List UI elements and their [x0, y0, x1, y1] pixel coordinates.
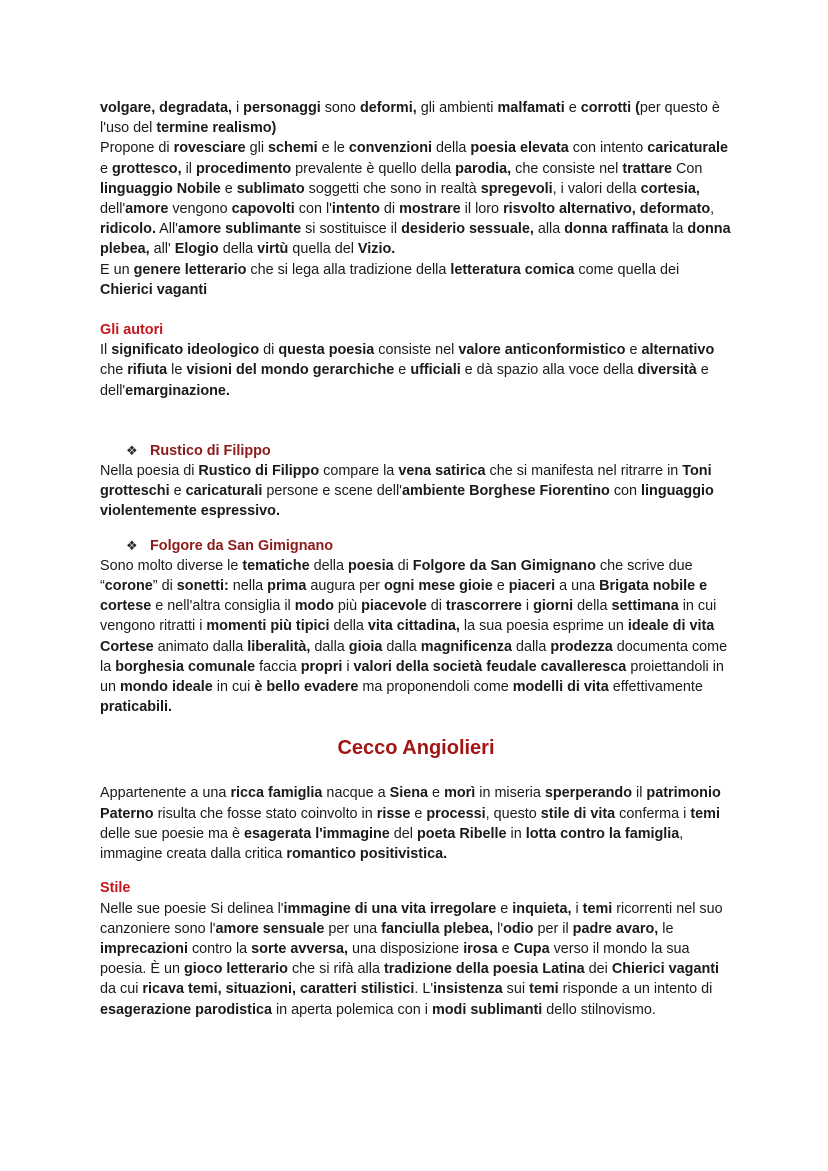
- emphasis-text: trattare: [622, 160, 672, 177]
- emphasis-text: Brigata nobile e cortese: [100, 578, 708, 615]
- emphasis-text: modi sublimanti: [431, 1001, 543, 1018]
- emphasis-text: lotta contro la famiglia: [525, 825, 680, 842]
- emphasis-text: piaceri: [508, 578, 556, 595]
- emphasis-text: ambiente Borghese Fiorentino: [401, 483, 610, 500]
- emphasis-text: risvolto alternativo, deformato: [503, 201, 711, 218]
- emphasis-text: rifiuta: [127, 362, 168, 379]
- emphasis-text: Siena: [389, 785, 429, 802]
- emphasis-text: modo: [294, 598, 334, 615]
- emphasis-text: significato ideologico: [111, 342, 260, 359]
- emphasis-text: valori della società feudale cavalleresca: [353, 658, 627, 675]
- emphasis-text: linguaggio Nobile: [100, 180, 221, 197]
- bullet-heading-folgore: [126, 536, 732, 556]
- emphasis-text: temi: [690, 805, 720, 822]
- emphasis-text: padre avaro,: [572, 920, 659, 937]
- emphasis-text: letteratura comica: [450, 261, 575, 278]
- emphasis-text: settimana: [611, 598, 679, 615]
- emphasis-text: modelli di vita: [512, 679, 609, 696]
- emphasis-text: romantico positivistica.: [286, 846, 448, 863]
- emphasis-text: termine realismo): [156, 120, 277, 137]
- emphasis-text: esagerata l'immagine: [244, 825, 390, 842]
- emphasis-text: morì: [444, 785, 476, 802]
- emphasis-text: sonetti:: [176, 578, 229, 595]
- diamond-bullet-icon: ❖: [126, 442, 138, 458]
- emphasis-text: magnificenza: [420, 638, 512, 655]
- emphasis-text: Folgore da San Gimignano: [412, 557, 596, 574]
- emphasis-text: poeta Ribelle: [417, 825, 507, 842]
- stile-paragraph: Nelle sue poesie Si delinea l'immagine di una vita irregolare e inquieta, i temi ricorrenti nel suo canzoniere sono l'amore sensuale per una fanciulla plebea, l'odio per il padre avaro, le imprecazioni contro la sorte avversa, una disposizione irosa e Cupa verso il mondo la sua poesia. È un gioco letterario che si rifà alla tradizione della poesia Latina dei Chierici vaganti da cui ricava temi, situazioni, caratteri stilistici. L'insistenza sui temi risponde a un intento di esagerazione parodistica in aperta polemica con i modi sublimanti dello stilnovismo.: [100, 900, 723, 1018]
- emphasis-text: corone: [104, 578, 153, 595]
- emphasis-text: donna raffinata: [564, 221, 669, 238]
- emphasis-text: momenti più tipici: [206, 618, 330, 635]
- emphasis-text: ogni mese gioie: [383, 578, 493, 595]
- emphasis-text: prodezza: [550, 638, 613, 655]
- emphasis-text: deformi,: [359, 100, 417, 116]
- emphasis-text: inquieta,: [512, 900, 572, 917]
- emphasis-text: emarginazione.: [125, 382, 230, 399]
- emphasis-text: parodia,: [455, 160, 512, 177]
- emphasis-text: intento: [331, 201, 380, 218]
- emphasis-text: visioni del mondo gerarchiche: [186, 362, 395, 379]
- emphasis-text: schemi: [268, 140, 318, 157]
- emphasis-text: mondo ideale: [120, 679, 213, 696]
- emphasis-text: valore anticonformistico: [458, 342, 626, 359]
- emphasis-text: grottesco,: [112, 160, 182, 177]
- emphasis-text: gioia: [348, 638, 383, 655]
- cecco-paragraph: Appartenente a una ricca famiglia nacque a Siena e morì in miseria sperperando il patrimonio Paterno risulta che fosse stato coinvolto in risse e processi, questo stile di vita conferma i temi delle sue poesie ma è esagerata l'immagine del poeta Ribelle in lotta contro la famiglia, immagine creata dalla critica romantico positivistica.: [100, 785, 721, 863]
- section-heading-gli-autori: Gli autori: [100, 322, 164, 339]
- emphasis-text: risse: [376, 805, 411, 822]
- emphasis-text: questa poesia: [278, 342, 375, 359]
- emphasis-text: propri: [300, 658, 343, 675]
- emphasis-text: desiderio sessuale,: [401, 221, 534, 238]
- emphasis-text: prima: [267, 578, 307, 595]
- emphasis-text: caricaturali: [185, 483, 263, 500]
- folgore-paragraph: Sono molto diverse le tematiche della poesia di Folgore da San Gimignano che scrive due “corone” di sonetti: nella prima augura per ogni mese gioie e piaceri a una Brigata nobile e cortese e nell'altra consiglia il modo più piacevole di trascorrere i giorni della settimana in cui vengono ritratti i momenti più tipici della vita cittadina, la sua poesia esprime un ideale di vita Cortese animato dalla liberalità, dalla gioia dalla magnificenza dalla prodezza documenta come la borghesia comunale faccia propri i valori della società feudale cavalleresca proiettandoli in un mondo ideale in cui è bello evadere ma proponendoli come modelli di vita effettivamente praticabili.: [100, 557, 728, 716]
- emphasis-text: liberalità,: [247, 638, 311, 655]
- emphasis-text: amore: [125, 201, 169, 218]
- emphasis-text: Chierici vaganti: [611, 961, 720, 978]
- emphasis-text: trascorrere: [445, 598, 522, 615]
- emphasis-text: corrotti (: [580, 100, 640, 116]
- emphasis-text: gioco letterario: [184, 961, 288, 978]
- emphasis-text: capovolti: [231, 201, 295, 218]
- emphasis-text: Elogio: [174, 241, 219, 258]
- section-title-cecco: Cecco Angiolieri: [337, 737, 495, 760]
- emphasis-text: amore sublimante: [177, 221, 302, 238]
- diamond-bullet-icon: ❖: [126, 537, 138, 553]
- emphasis-text: volgare, degradata,: [100, 100, 232, 116]
- bullet-heading-rustico: [126, 441, 732, 461]
- emphasis-text: Chierici vaganti: [100, 281, 208, 298]
- rustico-paragraph: Nella poesia di Rustico di Filippo compare la vena satirica che si manifesta nel ritrarre in Toni grotteschi e caricaturali persone e scene dell'ambiente Borghese Fiorentino con linguaggio violentemente espressivo.: [100, 463, 714, 520]
- emphasis-text: è bello evadere: [254, 679, 359, 696]
- emphasis-text: donna plebea,: [100, 221, 731, 258]
- emphasis-text: alternativo: [641, 342, 715, 359]
- emphasis-text: virtù: [257, 241, 289, 258]
- emphasis-text: piacevole: [361, 598, 427, 615]
- emphasis-text: linguaggio violentemente espressivo.: [100, 483, 714, 520]
- emphasis-text: cortesia,: [640, 180, 700, 197]
- bullet-heading-label: Folgore da San Gimignano: [150, 537, 334, 554]
- emphasis-text: Vizio.: [357, 241, 396, 258]
- emphasis-text: convenzioni: [348, 140, 432, 157]
- emphasis-text: spregevoli: [480, 180, 553, 197]
- emphasis-text: personaggi: [243, 100, 321, 116]
- emphasis-text: imprecazioni: [100, 940, 188, 957]
- emphasis-text: sorte avversa,: [251, 940, 348, 957]
- emphasis-text: tematiche: [242, 557, 310, 574]
- emphasis-text: poesia: [347, 557, 394, 574]
- bullet-heading-label: Rustico di Filippo: [150, 442, 271, 459]
- emphasis-text: genere letterario: [133, 261, 247, 278]
- emphasis-text: irosa: [463, 940, 498, 957]
- intro-paragraph: volgare, degradata, i personaggi sono deformi, gli ambienti malfamati e corrotti (per questo è l'uso del termine realismo) Propone di rovesciare gli schemi e le convenzioni della poesia elevata con intento caricaturale e grottesco, il procedimento prevalente è quello della parodia, che consiste nel trattare Con linguaggio Nobile e sublimato soggetti che sono in realtà spregevoli, i valori della cortesia, dell'amore vengono capovolti con l'intento di mostrare il loro risvolto alternativo, deformato, ridicolo. All'amore sublimante si sostituisce il desiderio sessuale, alla donna raffinata la donna plebea, all' Elogio della virtù quella del Vizio. E un genere letterario che si lega alla tradizione della letteratura comica come quella dei Chierici vaganti: [100, 100, 731, 298]
- autori-paragraph: Il significato ideologico di questa poesia consiste nel valore anticonformistico e alternativo che rifiuta le visioni del mondo gerarchiche e ufficiali e dà spazio alla voce della diversità e dell'emarginazione.: [100, 342, 715, 399]
- emphasis-text: poesia elevata: [470, 140, 569, 157]
- emphasis-text: mostrare: [399, 201, 461, 218]
- emphasis-text: stile di vita: [540, 805, 616, 822]
- emphasis-text: tradizione della poesia Latina: [383, 961, 585, 978]
- emphasis-text: ufficiali: [410, 362, 461, 379]
- emphasis-text: fanciulla plebea,: [381, 920, 494, 937]
- emphasis-text: amore sensuale: [215, 920, 325, 937]
- emphasis-text: Rustico di Filippo: [198, 463, 320, 480]
- section-heading-stile: Stile: [100, 880, 131, 897]
- emphasis-text: odio: [503, 920, 534, 937]
- emphasis-text: ridicolo.: [100, 221, 156, 238]
- emphasis-text: sublimato: [236, 180, 305, 197]
- emphasis-text: praticabili.: [100, 699, 172, 716]
- emphasis-text: malfamati: [497, 100, 565, 116]
- emphasis-text: ideale di vita Cortese: [100, 618, 715, 655]
- emphasis-text: processi: [426, 805, 486, 822]
- emphasis-text: esagerazione parodistica: [100, 1001, 272, 1018]
- emphasis-text: vena satirica: [398, 463, 486, 480]
- emphasis-text: giorni: [533, 598, 574, 615]
- emphasis-text: ricca famiglia: [230, 785, 323, 802]
- emphasis-text: Cupa: [513, 940, 550, 957]
- emphasis-text: patrimonio Paterno: [100, 785, 721, 822]
- emphasis-text: temi: [582, 900, 613, 917]
- emphasis-text: Toni grotteschi: [100, 463, 712, 500]
- emphasis-text: borghesia comunale: [115, 658, 256, 675]
- document-content: [100, 98, 732, 1020]
- emphasis-text: procedimento: [196, 160, 292, 177]
- emphasis-text: sperperando: [544, 785, 632, 802]
- emphasis-text: rovesciare: [173, 140, 246, 157]
- emphasis-text: ricava temi, situazioni, caratteri stilistici: [142, 981, 415, 998]
- emphasis-text: temi: [529, 981, 559, 998]
- emphasis-text: caricaturale: [647, 140, 729, 157]
- emphasis-text: diversità: [637, 362, 697, 379]
- emphasis-text: immagine di una vita irregolare: [283, 900, 497, 917]
- emphasis-text: vita cittadina,: [367, 618, 460, 635]
- emphasis-text: insistenza: [433, 981, 503, 998]
